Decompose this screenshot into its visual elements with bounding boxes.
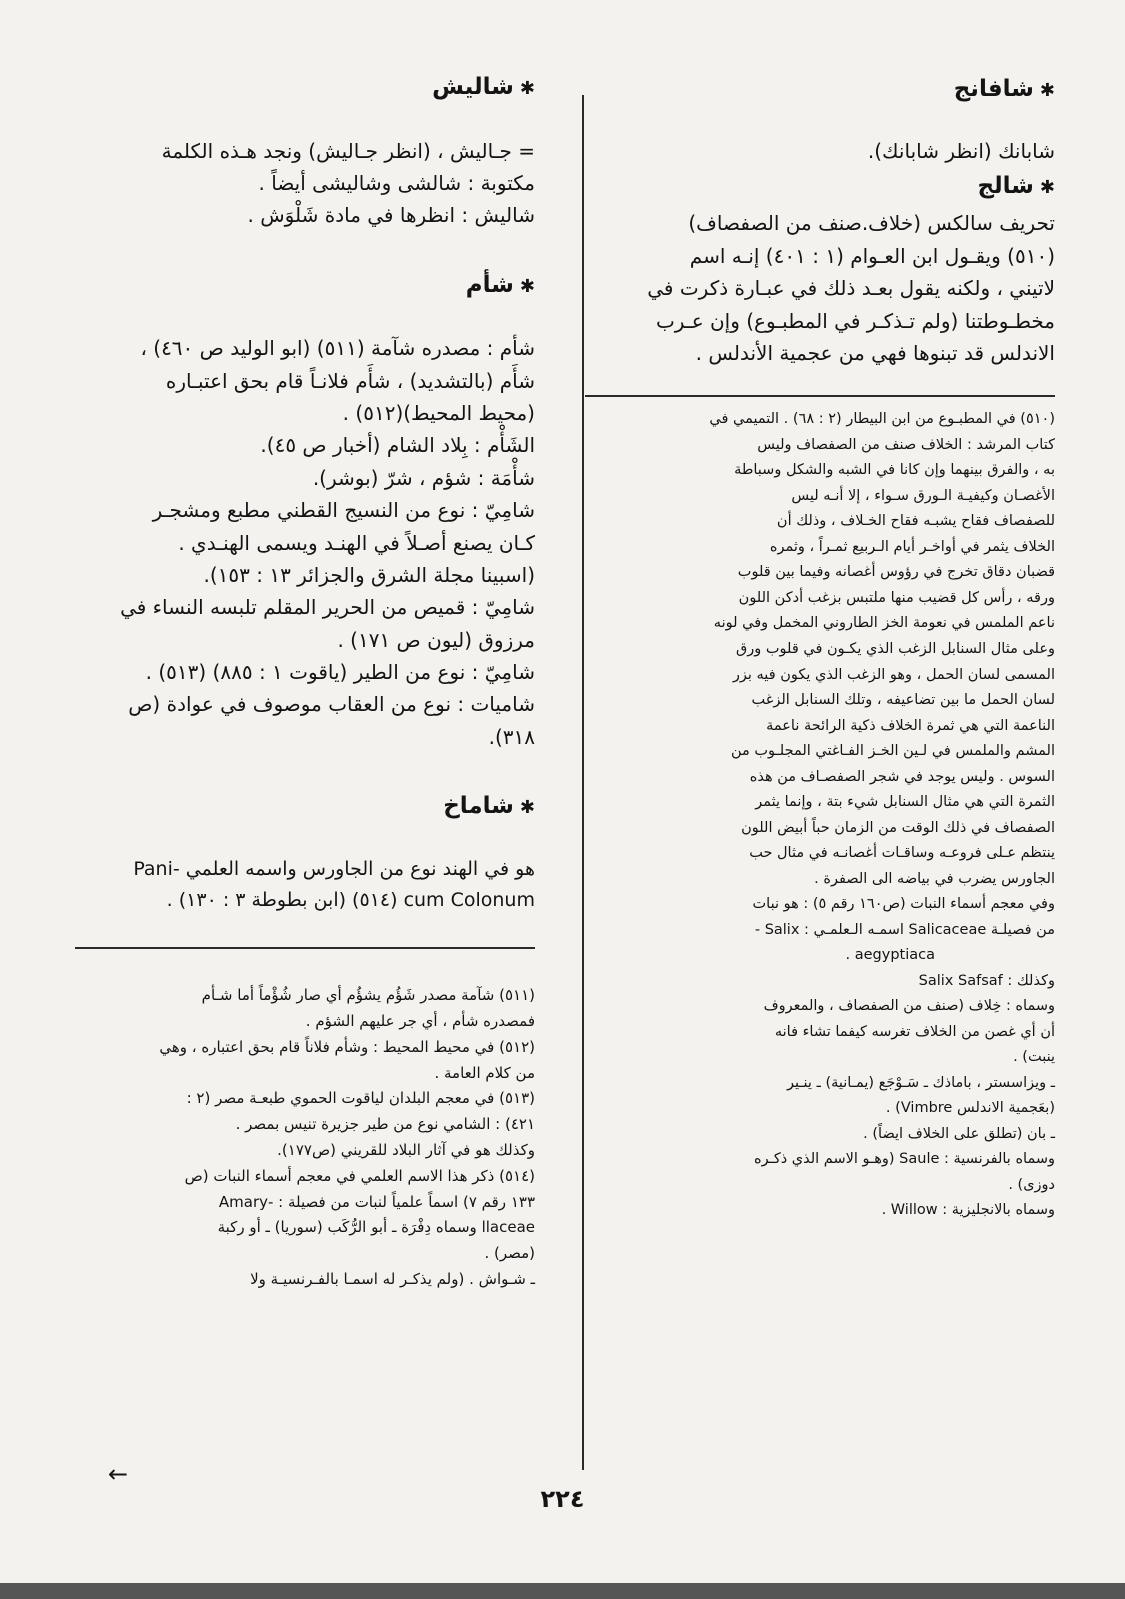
footnote-line: (٥١٤) ذكر هذا الاسم العلمي في معجم أسماء النبات (ص	[184, 1166, 535, 1185]
entry-heading-shamakh: ✱شاماخ	[443, 793, 535, 820]
footnote-line: (مصر) .	[484, 1244, 535, 1263]
text-line: (اسبينا مجلة الشرق والجزائر ١٣ : ١٥٣).	[203, 562, 535, 587]
footnote-line: ٤٢١) : الشامي نوع من طير جزيرة تنيس بمصر .	[235, 1115, 535, 1134]
footnote-line: (٥١١) شآمة مصدر شَؤُم يشؤُم أي صار شُؤْماً أما شـأم	[201, 986, 535, 1005]
text-line: (محيط المحيط)(٥١٢) .	[342, 400, 535, 425]
text-line: شابانك (انظر شابانك).	[867, 138, 1055, 163]
asterisk-icon: ✱	[1039, 80, 1055, 101]
text-line: هو في الهند نوع من الجاورس واسمه العلمي -Pani	[133, 857, 535, 880]
footnote-line: الجاورس يضرب في بياضه الى الصفرة .	[814, 870, 1055, 887]
footnote-line: دوزى) .	[1008, 1176, 1055, 1193]
page-number: ٢٢٤	[540, 1485, 585, 1513]
left-column	[75, 60, 535, 1293]
footnote-line: llaceae وسماه دِفْرَة ـ أبو الرُّكَب (سوريا) ـ أو ركبة	[217, 1218, 535, 1237]
footnote-line: ـ شـواش . (ولم يذكـر له اسمـا بالفـرنسيـة ولا	[250, 1270, 535, 1289]
footnote-line: (٥١٣) في معجم البلدان لياقوت الحموي طبعـة مصر (٢ :	[186, 1089, 535, 1108]
footnote-line: السوس . وليس يوجد في شجر الصفصـاف من هذه	[749, 768, 1055, 785]
footnote-line: المسمى لسان الحمل ، وهو الزغب الذي يكون فيه بزر	[732, 666, 1055, 683]
text-line: كـان يصنع أصـلاً في الهنـد ويسمى الهنـدي .	[178, 530, 535, 555]
text-line: الشَأْم : بِلاد الشام (أخبار ص ٤٥).	[260, 433, 535, 458]
footnote-line: فمصدره شأم ، أي جر عليهم الشؤم .	[305, 1012, 535, 1031]
footnote-line: ـ ويزاسستر ، باماذك ـ سَـوْجَع (يمـانية) ـ ينـير	[786, 1074, 1055, 1091]
footnote-line: ورقه ، رأس كل قضيب منها ملتبس بزغب أدكن اللون	[738, 589, 1055, 606]
footnote-line: الأغصـان وكيفيـة الـورق سـواء ، إلا أنـه ليس	[791, 487, 1055, 504]
footnote-line: (٥١٠) في المطبـوع من ابن البيطار (٢ : ٦٨) . التميمي في	[709, 411, 1055, 428]
footnote-line: وسماه بالفرنسية : Saule (وهـو الاسم الذي ذكـره	[753, 1151, 1055, 1168]
footnote-line: قضبان دقاق تخرج في رؤوس أغصانه وفيما بين قلوب	[737, 564, 1055, 581]
footnote-divider	[75, 947, 535, 949]
footnote-line: أن أي غصن من الخلاف تغرسه كيفما تشاء فانه	[774, 1023, 1055, 1040]
footnote-line: من فصيلـة Salicaceae اسمـه الـعلمـي : Salix -	[754, 921, 1055, 938]
footnote-line: وكذلك هو في آثار البلاد للقريني (ص١٧٧).	[277, 1141, 535, 1160]
footnote-line: وكذلك : Salix Safsaf	[918, 972, 1055, 989]
footnote-line: وسماه بالانجليزية : Willow .	[881, 1202, 1055, 1219]
text-line: شأْمَة : شؤم ، شرّ (بوشر).	[312, 465, 535, 490]
footnote-divider	[585, 395, 1055, 397]
entry-text-sham	[75, 332, 535, 753]
footnote-line: من كلام العامة .	[434, 1063, 535, 1082]
asterisk-icon: ✱	[519, 275, 535, 297]
right-column	[585, 60, 1055, 1224]
entry-text-shamakh	[75, 854, 535, 916]
text-line: شأَم (بالتشديد) ، شأَم فلانـاً قام بحق اعتبـاره	[165, 368, 535, 393]
footnote-line: ـ بان (تطلق على الخلاف ايضاً) .	[863, 1125, 1055, 1142]
text-line: مخطـوطتنا (ولم تـذكـر في المطبـوع) وإن عـرب	[655, 308, 1055, 333]
text-line: شاليش : انظرها في مادة شَلْوَش .	[247, 203, 535, 228]
text-line: لاتيني ، ولكنه يقول بعـد ذلك في عبـارة ذكرت في	[647, 276, 1055, 301]
text-line: شامِيّ : قميص من الحرير المقلم تلبسه النساء في	[120, 595, 535, 620]
entry-heading-shalaj: ✱شالج	[977, 172, 1055, 199]
text-line: تحريف سالكس (خلاف.صنف من الصفصاف)	[688, 211, 1055, 236]
asterisk-icon: ✱	[519, 78, 535, 99]
footnote-line: وفي معجم أسماء النبات (ص١٦٠ رقم ٥) : هو نبات	[752, 896, 1055, 913]
footnote-line: (بعَجمية الاندلس Vimbre) .	[885, 1100, 1055, 1117]
asterisk-icon: ✱	[1039, 176, 1055, 198]
footnote-line: الصفصاف في ذلك الوقت من الزمان حباً أبيض اللون	[741, 819, 1055, 836]
entry-heading-shalish: ✱شاليش	[432, 74, 535, 100]
entry-text-shalish	[75, 135, 535, 232]
text-line: الاندلس قد تبنوها فهي من عجمية الأندلس .	[695, 340, 1055, 365]
footnote-line: aegyptiaca .	[845, 947, 935, 964]
continuation-arrow-icon: ←	[108, 1460, 129, 1488]
entry-heading-shafanj: ✱شافانج	[953, 76, 1055, 102]
footnote-line: ينتظم عـلى فروعـه وساقـات أغصانـه في مثال حب	[749, 845, 1055, 862]
footnote-line: كتاب المرشد : الخلاف صنف من الصفصاف وليس	[757, 436, 1055, 453]
text-line: مكتوبة : شالشى وشاليشى أيضاً .	[258, 170, 535, 195]
text-line: ٣١٨).	[488, 724, 535, 749]
footnote-line: المشم والملمس في لـين الخـز الفـاغتي المجلـوب من	[730, 743, 1055, 760]
asterisk-icon: ✱	[519, 797, 535, 819]
text-line: شأم : مصدره شآمة (٥١١) (ابو الوليد ص ٤٦٠) ،	[140, 336, 535, 361]
footnote-line: الخلاف يثمر في أواخـر أيام الـربيع ثمـراً ، وثمره	[769, 538, 1055, 555]
text-line: شامِيّ : نوع من النسيج القطني مطبع ومشجـر	[152, 498, 535, 523]
text-line: مرزوق (ليون ص ١٧١) .	[337, 627, 535, 652]
footnote-line: الثمرة التي هي مثال السنابل شيء بتة ، وإنما يثمر	[755, 794, 1055, 811]
footnote-line: للصفصاف فقاح يشبـه فقاح الخـلاف ، وذلك أن	[776, 513, 1055, 530]
footnote-line: وعلى مثال السنابل الزغب الذي يكـون في قلوب ورق	[736, 640, 1055, 657]
footnote-line: الناعمة التي هي ثمرة الخلاف ذكية الرائحة ناعمة	[766, 717, 1055, 734]
footnote-line: ينبت) .	[1013, 1049, 1055, 1066]
footnotes-left	[75, 983, 535, 1293]
text-line: شاميات : نوع من العقاب موصوف في عوادة (ص	[128, 692, 535, 717]
entry-text-shafanj	[585, 135, 1055, 167]
scan-edge	[0, 1583, 1125, 1599]
footnotes-right	[585, 407, 1055, 1224]
footnote-line: وسماه : خِلاف (صنف من الصفصاف ، والمعروف	[763, 998, 1055, 1015]
footnote-line: لسان الحمل ما بين تضاعيفه ، وتلك السنابل الزغب	[751, 692, 1055, 709]
entry-text-shalaj	[585, 207, 1055, 369]
entry-heading-sham: ✱شأم	[465, 271, 535, 298]
text-line: شامِيّ : نوع من الطير (ياقوت ١ : ٨٨٥) (٥١٣) .	[145, 660, 535, 685]
footnote-line: ناعم الملمس في نعومة الخز الطاروني المخمل وفي لونه	[713, 615, 1055, 632]
footnote-line: (٥١٢) في محيط المحيط : وشأم فلاناً قام بحق اعتباره ، وهي	[159, 1037, 535, 1056]
text-line: = جـاليش ، (انظر جـاليش) ونجد هـذه الكلمة	[161, 138, 535, 163]
text-line: cum Colonum (٥١٤) (ابن بطوطة ٣ : ١٣٠) .	[166, 888, 535, 911]
text-line: (٥١٠) ويقـول ابن العـوام (١ : ٤٠١) إنـه اسم	[689, 243, 1055, 268]
footnote-line: ١٣٣ رقم ٧) اسماً علمياً لنبات من فصيلة : -Amary	[218, 1192, 535, 1211]
footnote-line: به ، والفرق بينهما وإن كانا في الشبه والشكل وسباطة	[734, 462, 1055, 479]
column-divider	[582, 95, 584, 1470]
